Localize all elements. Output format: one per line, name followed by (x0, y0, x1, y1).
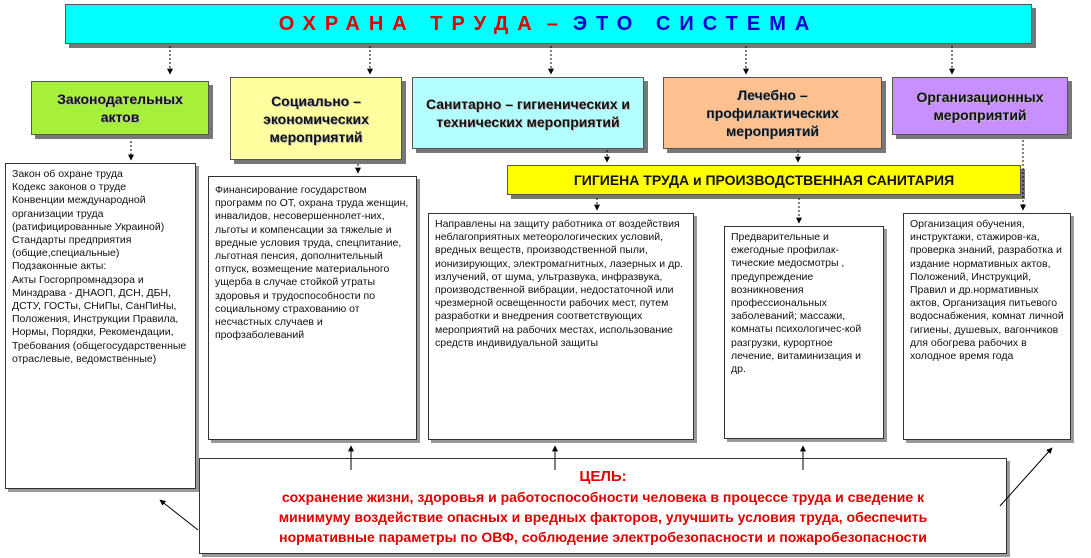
arrow-goal-organizational (1000, 448, 1052, 506)
arrow-goal-legislative (160, 500, 198, 530)
legislative-details: Закон об охране труда Кодекс законов о труде Конвенции международной организации труда (ратифицированные Украиной) Стандарты предприятия (общие,специальные) Подзаконные акты: Акты Госгорпромнадзора и Минздрава - ДНАОП, ДСН, ДБН, ДСТУ, ГОСТы, СНиПы, СанПиНы, Положения, Инструкции Правила, Нормы, Порядки, Рекомендации, Требования (общегосударственные отраслевые, ведомственные) (5, 163, 196, 489)
title-part2: ЭТО СИСТЕМА (572, 12, 819, 35)
category-legislative: Законодательных актов (31, 81, 209, 135)
goal-line-3: нормативные параметры по ОВФ, соблюдение электробезопасности и пожаробезопасности (279, 529, 927, 545)
goal-line-1: сохранение жизни, здоровья и работоспособности человека в процессе труда и сведение к (281, 489, 925, 505)
category-medical: Лечебно – профилактических мероприятий (663, 77, 882, 149)
sanitary-details: Направлены на защиту работника от воздействия неблагоприятных метеорологических условий, вредных веществ, производственной пыли, ионизирующих, электромагнитных, лазерных и др. излучений, от шума, ультразвука, инфразвука, производственной вибрации, недостаточной или чрезмерной освещенности рабочих мест, путем разработки и внедрения соответствующих мероприятий на рабочих местах, использование средств индивидуальной защиты (428, 213, 694, 440)
organizational-details: Организация обучения, инструктажи, стажиров-ка, проверка знаний, разработка и издание нормативных актов, Положений, Инструкций, Правил и др.нормативных актов, Организация питьевого водоснабжения, комнат личной гигиены, душевых, вагончиков для обогрева рабочих в холодное время года (903, 213, 1071, 440)
goal-label: ЦЕЛЬ: (579, 468, 627, 485)
socio-economic-details: Финансирование государством программ по ОТ, охрана труда женщин, инвалидов, несовершеннолет-них, льготы и компенсации за тяжелые и вредные условия труда, спецпитание, льготная пенсия, дополнительный отпуск, возмещение материального ущерба в случае стойкой утраты здоровья и трудоспособности по социальному страхованию от несчастных случаев и профзаболеваний (208, 176, 417, 440)
title-part1: ОХРАНА ТРУДА (278, 12, 541, 35)
category-socio-economic: Социально – экономических мероприятий (230, 77, 402, 160)
category-organizational: Организационных мероприятий (892, 77, 1068, 135)
title-dash: – (546, 12, 567, 35)
category-sanitary: Санитарно – гигиенических и технических мероприятий (412, 77, 644, 149)
medical-details: Предварительные и ежегодные профилак-тические медосмотры , предупреждение возникновения профессиональных заболеваний; массажи, комнаты психологичес-кой разгрузки, курортное лечение, витаминизация и др. (724, 226, 884, 439)
hygiene-banner: ГИГИЕНА ТРУДА и ПРОИЗВОДСТВЕННАЯ САНИТАРИЯ (507, 165, 1021, 195)
goal-line-2: минимуму воздействие опасных и вредных факторов, улучшить условия труда, обеспечить (278, 509, 928, 525)
